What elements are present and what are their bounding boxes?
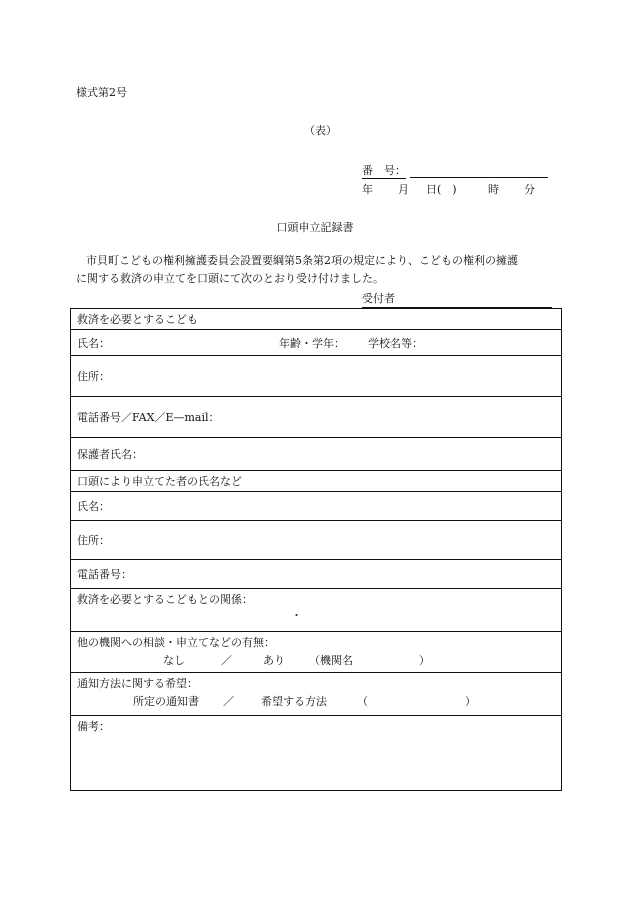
applicant-address-label: 住所： xyxy=(71,521,562,560)
remarks-label: 備考： xyxy=(71,716,562,791)
notify-desired-option: 希望する方法 xyxy=(261,695,327,708)
number-label: 番 号： xyxy=(362,164,406,177)
date-hour: 時 xyxy=(488,183,499,196)
section-applicant-header: 口頭により申立てた者の氏名など xyxy=(71,471,562,492)
notify-slash: ／ xyxy=(223,695,234,708)
form-number: 様式第2号 xyxy=(76,86,127,99)
applicant-tel-label: 電話番号： xyxy=(71,560,562,589)
other-org-name-label: （機関名 xyxy=(309,654,353,667)
number-line xyxy=(410,166,548,178)
other-slash: ／ xyxy=(221,654,232,667)
child-name-label: 氏名： xyxy=(77,336,110,350)
relation-label: 救済を必要とするこどもとの関係： xyxy=(77,593,253,606)
child-age-label: 年齢・学年： xyxy=(279,336,345,350)
child-school-label: 学校名等： xyxy=(368,336,423,350)
date-row xyxy=(362,181,535,197)
record-form-table xyxy=(70,308,562,791)
notify-close: ） xyxy=(465,695,476,708)
page-title: 口頭申立記録書 xyxy=(276,221,354,234)
notify-open: （ xyxy=(357,695,368,708)
notify-label: 通知方法に関する希望： xyxy=(77,677,198,690)
notify-cell xyxy=(71,673,562,716)
relation-dot: ・ xyxy=(291,609,302,622)
other-none-option: なし xyxy=(163,654,185,667)
other-org-cell xyxy=(71,632,562,673)
date-month: 月 xyxy=(398,183,409,196)
other-close: ） xyxy=(419,654,430,667)
child-contact-label: 電話番号／FAX／E—mail： xyxy=(71,397,562,438)
date-year: 年 xyxy=(362,183,373,196)
date-minute: 分 xyxy=(524,183,535,196)
intro-line-2: に関する救済の申立てを口頭にて次のとおり受け付けました。 xyxy=(76,272,384,285)
number-row xyxy=(362,162,548,178)
intro-text xyxy=(76,252,560,288)
guardian-name-label: 保護者氏名： xyxy=(71,438,562,471)
receiver-field: 受付者 xyxy=(362,290,552,308)
date-day: 日( ) xyxy=(426,183,457,196)
child-info-row xyxy=(71,330,562,356)
child-address-label: 住所： xyxy=(71,356,562,397)
section-child-header: 救済を必要とするこども xyxy=(71,309,562,330)
applicant-name-label: 氏名： xyxy=(71,492,562,521)
relation-cell xyxy=(71,589,562,632)
other-yes-option: あり xyxy=(263,654,285,667)
other-org-label: 他の機関への相談・申立てなどの有無： xyxy=(77,636,275,649)
notify-form-option: 所定の通知書 xyxy=(133,695,199,708)
side-label: （表） xyxy=(304,124,337,137)
intro-line-1: 市貝町こどもの権利擁護委員会設置要綱第5条第2項の規定により、こどもの権利の擁護 xyxy=(86,254,518,267)
